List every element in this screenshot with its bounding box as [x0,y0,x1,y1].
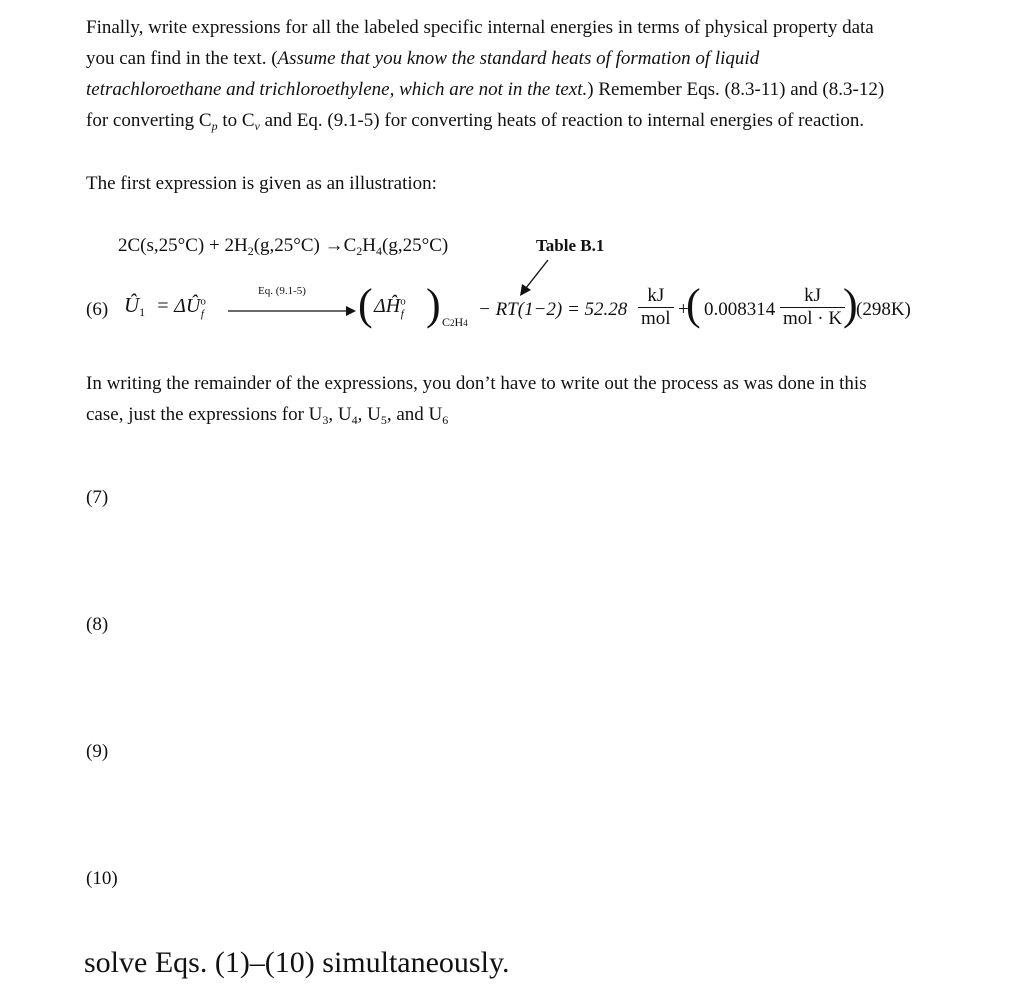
remainder-paragraph [86,368,956,436]
u-hat-1: $Û_1$ [124,293,146,319]
equation-label: (6) [86,299,109,320]
label-9: (9) [86,741,109,762]
intro-line-1: Finally, write expressions for all the labeled specific internal energies in terms of physical property data [86,17,874,38]
equation-6 [86,280,946,351]
unit-fraction-1: kJ mol [638,285,674,330]
delta-h-hat-f: $\Delta Ĥ^o_f$ [374,295,406,320]
remainder-line-2: case, just the expressions for $U_3$, $U_4$, $U_5$, and $U_6$ [86,404,449,427]
gas-constant-value: 0.008314 [704,299,776,320]
remainder-line-1: In writing the remainder of the expressions, you don’t have to write out the process as was done in this [86,373,867,394]
label-7: (7) [86,487,109,508]
open-paren: ( [358,280,373,329]
table-reference-label: Table B.1 [536,236,605,255]
label-8: (8) [86,614,109,635]
temperature: (298K) [856,299,911,320]
eq-ref-label: Eq. (9.1-5) [258,285,306,297]
label-10: (10) [86,868,118,889]
illustration-text: The first expression is given as an illustration: [86,173,437,194]
conversion-arrow-icon [228,301,358,321]
species-subscript: C2H4 [442,315,468,329]
intro-paragraph [86,12,956,142]
close-paren-2: ) [843,280,858,329]
final-instruction: solve Eqs. (1)–(10) simultaneously. [84,946,510,979]
reaction-equation: $2C(s,25^\circ C) + 2H_2(g,25^\circ C) \to C_2H_4(g,25^\circ C)$ [118,235,449,258]
intro-line-2: you can find in the text. (Assume that you know the standard heats of formation of liquid [86,48,760,69]
intro-line-3: tetrachloroethane and trichloroethylene, which are not in the text.) Remember Eqs. (8.3-11) and (8.3-12) [86,79,885,100]
plus-sign: + [678,299,689,320]
unit-fraction-2: kJ mol · K [780,285,845,330]
delta-u-hat-f: = $\Delta Û^o_f$ [156,295,206,320]
close-paren: ) [426,280,441,329]
rt-term: − RT(1−2) = 52.28 [478,299,628,320]
open-paren-2: ( [686,280,701,329]
intro-line-4: for converting $C_p$ to $C_v$ and Eq. (9.1-5) for converting heats of reaction to internal energies of reaction. [86,110,865,133]
